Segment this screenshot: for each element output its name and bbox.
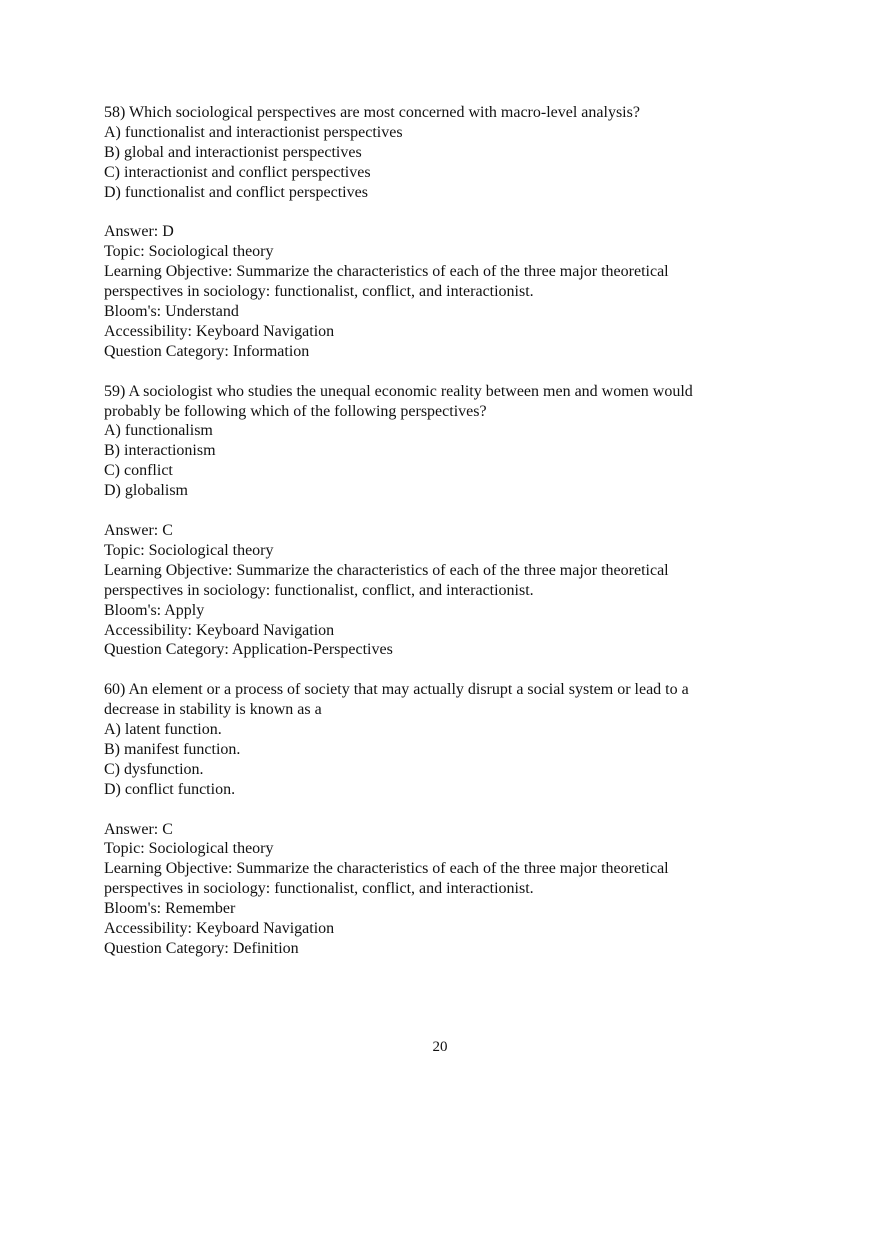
blooms-line: Bloom's: Remember [104,900,236,918]
question-category-line: Question Category: Definition [104,939,299,957]
question-list [104,103,764,959]
question-stem: 58) Which sociological perspectives are most concerned with macro-level analysis? [104,104,640,121]
learning-objective-continuation: perspectives in sociology: functionalist, conflict, and interactionist. [104,880,534,898]
answer-line: Answer: D [104,223,174,241]
option-d: D) globalism [104,482,188,500]
topic-line: Topic: Sociological theory [104,243,274,261]
topic-line: Topic: Sociological theory [104,541,274,559]
option-c: C) dysfunction. [104,760,204,778]
question-category-line: Question Category: Application-Perspectives [104,641,393,659]
spacer [104,800,764,820]
accessibility-line: Accessibility: Keyboard Navigation [104,920,335,938]
option-b: B) interactionism [104,442,216,460]
option-b: B) global and interactionist perspectives [104,143,362,161]
learning-objective-continuation: perspectives in sociology: functionalist, conflict, and interactionist. [104,581,534,599]
option-c: C) interactionist and conflict perspectives [104,163,371,181]
option-b: B) manifest function. [104,740,241,758]
spacer [104,362,764,382]
question-stem: 60) An element or a process of society that may actually disrupt a social system or lead to a [104,681,689,699]
question-58 [104,103,764,362]
learning-objective-line: Learning Objective: Summarize the characteristics of each of the three major theoretical [104,561,669,579]
option-d: D) conflict function. [104,780,236,798]
question-stem-continuation: probably be following which of the following perspectives? [104,402,487,420]
answer-line: Answer: C [104,521,173,539]
page-number: 20 [432,1039,448,1055]
spacer [104,203,764,223]
question-stem: 59) A sociologist who studies the unequal economic reality between men and women would [104,382,693,400]
option-c: C) conflict [104,462,173,480]
question-stem-continuation: decrease in stability is known as a [104,701,322,719]
blooms-line: Bloom's: Apply [104,601,205,619]
spacer [104,501,764,521]
question-60 [104,680,764,959]
spacer [104,660,764,680]
option-a: A) functionalist and interactionist perspectives [104,123,403,141]
accessibility-line: Accessibility: Keyboard Navigation [104,322,335,340]
learning-objective-line: Learning Objective: Summarize the characteristics of each of the three major theoretical [104,860,669,878]
answer-line: Answer: C [104,820,173,838]
topic-line: Topic: Sociological theory [104,840,274,858]
learning-objective-continuation: perspectives in sociology: functionalist, conflict, and interactionist. [104,283,534,301]
option-a: A) functionalism [104,422,213,440]
accessibility-line: Accessibility: Keyboard Navigation [104,621,335,639]
question-category-line: Question Category: Information [104,342,310,360]
question-59 [104,382,764,661]
blooms-line: Bloom's: Understand [104,303,239,321]
learning-objective-line: Learning Objective: Summarize the characteristics of each of the three major theoretical [104,263,669,281]
option-d: D) functionalist and conflict perspectives [104,183,368,201]
option-a: A) latent function. [104,721,222,739]
